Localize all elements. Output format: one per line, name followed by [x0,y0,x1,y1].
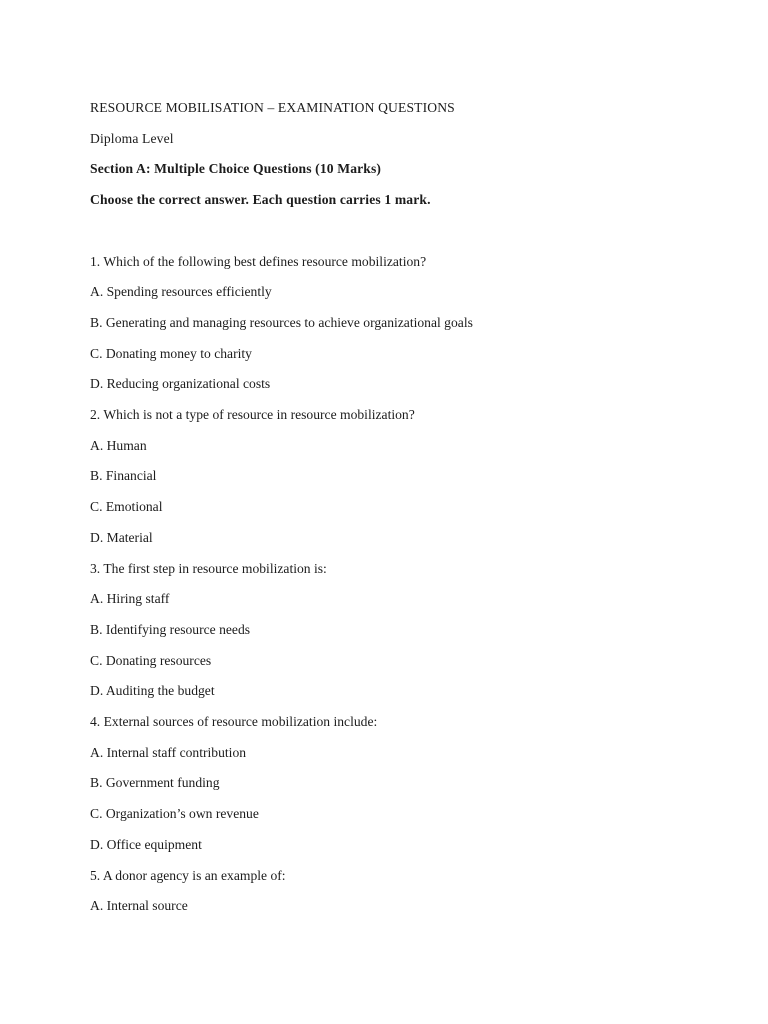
instruction-line: Choose the correct answer. Each question carries 1 mark. [90,192,431,208]
question-option: D. Material [90,529,153,545]
question-option: D. Auditing the budget [90,683,215,699]
paragraph-spacer [90,216,690,247]
question-option: C. Emotional [90,499,163,515]
question-block-3 [90,554,690,708]
question-block-4 [90,707,690,861]
question-option: C. Donating money to charity [90,345,252,361]
question-option: B. Government funding [90,775,220,791]
question-option: C. Organization’s own revenue [90,806,259,822]
question-text: 2. Which is not a type of resource in resource mobilization? [90,407,415,423]
question-option: C. Donating resources [90,652,212,668]
question-block-2 [90,400,690,554]
section-heading: Section A: Multiple Choice Questions (10 Marks) [90,161,382,177]
document-level: Diploma Level [90,130,174,146]
question-option: B. Financial [90,468,157,484]
question-option: B. Identifying resource needs [90,621,251,637]
document-title: RESOURCE MOBILISATION – EXAMINATION QUESTIONS [90,100,455,115]
question-text: 3. The first step in resource mobilization is: [90,560,327,576]
question-option: A. Internal source [90,898,188,914]
question-option: A. Internal staff contribution [90,744,247,760]
question-option: B. Generating and managing resources to achieve organizational goals [90,314,473,330]
question-block-5 [90,861,690,922]
question-text: 4. External sources of resource mobilization include: [90,714,378,730]
question-option: D. Reducing organizational costs [90,376,271,392]
question-option: A. Spending resources efficiently [90,284,272,300]
question-option: A. Human [90,437,147,453]
document-body [90,93,690,922]
question-text: 1. Which of the following best defines resource mobilization? [90,253,427,269]
question-option: D. Office equipment [90,836,202,852]
question-text: 5. A donor agency is an example of: [90,867,286,883]
question-block-1 [90,247,690,401]
question-option: A. Hiring staff [90,591,170,607]
